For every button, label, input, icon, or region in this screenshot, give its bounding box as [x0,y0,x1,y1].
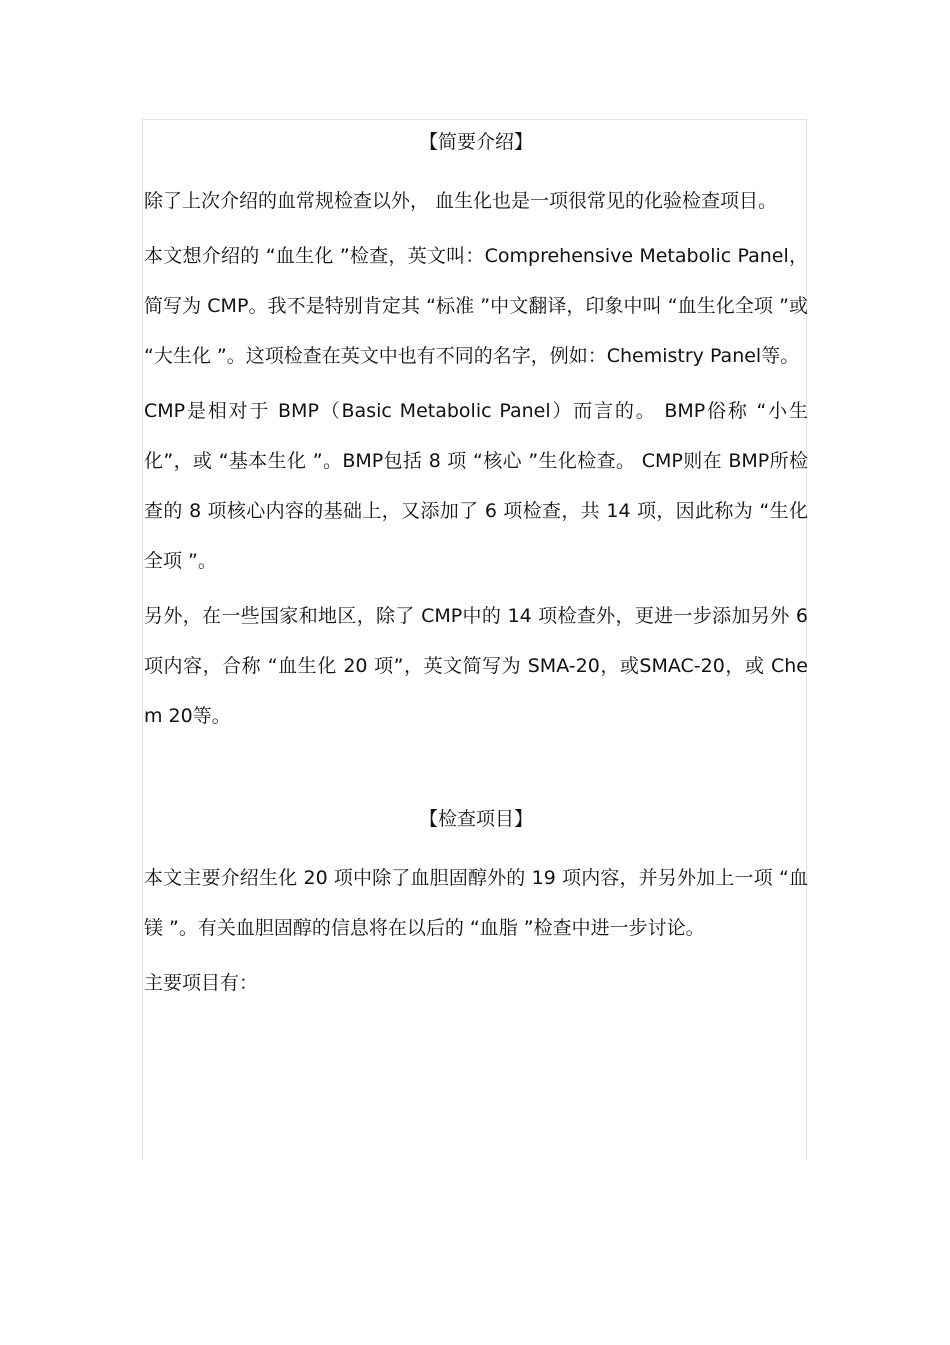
paragraph-intro-4: 另外，在一些国家和地区，除了 CMP中的 14 项检查外，更进一步添加另外 6 项内容，合称 “血生化 20 项”，英文简写为 SMA-20，或SMAC-20，或 Chem 20等。 [144,605,808,727]
paragraph-intro-1: 除了上次介绍的血常规检查以外， 血生化也是一项很常见的化验检查项目。 [144,190,778,212]
paragraph-intro-3: CMP是相对于 BMP（Basic Metabolic Panel）而言的。 BMP俗称 “小生化”，或 “基本生化 ”。BMP包括 8 项 “核心 ”生化检查。 CMP则在 BMP所检查的 8 项核心内容的基础上，又添加了 6 项检查，共 14 项，因此称为 “生化全项 ”。 [144,400,808,572]
paragraph-items-1: 本文主要介绍生化 20 项中除了血胆固醇外的 19 项内容，并另外加上一项 “血镁 ”。有关血胆固醇的信息将在以后的 “血脂 ”检查中进一步讨论。 [144,867,808,939]
paragraph-items-2: 主要项目有： [144,972,259,994]
paragraph-intro-2: 本文想介绍的 “血生化 ”检查，英文叫：Comprehensive Metabolic Panel，简写为 CMP。我不是特别肯定其 “标准 ”中文翻译，印象中叫 “血生化全项 ”或 “大生化 ”。这项检查在英文中也有不同的名字，例如：Chemistry Panel等。 [144,245,808,367]
section-heading-items: 【检查项目】 [418,808,533,830]
document-body [144,122,808,1008]
section-heading-intro: 【简要介绍】 [418,131,533,153]
section-gap [144,741,808,799]
